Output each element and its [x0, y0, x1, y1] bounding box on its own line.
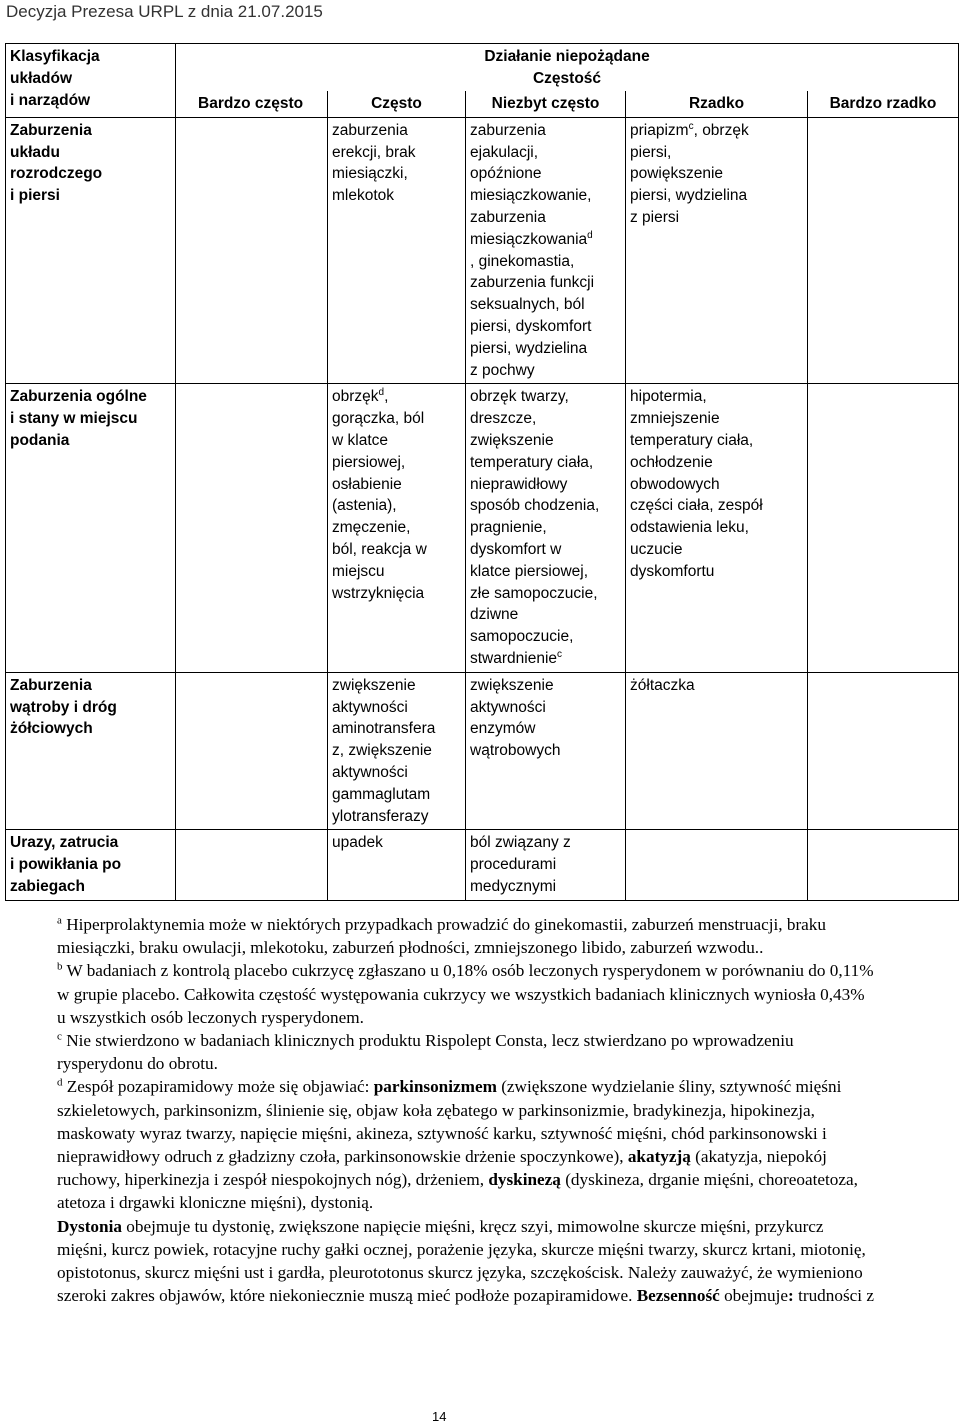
cell-text-part: zaburzenia ejakulacji, opóźnione miesiączkowanie, zaburzenia miesiączkowania	[470, 121, 592, 248]
cell-rare: żółtaczka	[626, 672, 808, 830]
cell-rare: hipotermia, zmniejszenie temperatury ciała, ochłodzenie obwodowych części ciała, zespół odstawienia leku, uczucie dyskomfortu	[626, 384, 808, 672]
footnote-mark: b	[57, 960, 63, 973]
footnote-text: W badaniach z kontrolą placebo cukrzycę zgłaszano u 0,18% osób leczonych rysperydonem w porównaniu do 0,11% w grupie placebo. Całkowita częstość występowania cukrzycy we wszystkich badaniach klinicznych wyniosła 0,43% u wszystkich osób leczonych rysperydonem.	[57, 961, 874, 1027]
cell-common: zwiększenie aktywności aminotransfera z, zwiększenie aktywności gammaglutam ylotransferazy	[328, 672, 466, 830]
footnote-bold: :	[788, 1286, 794, 1306]
footnote-mark: c	[57, 1030, 62, 1043]
cell-text-part: obrzęk twarzy, dreszcze, zwiększenie temperatury ciała, nieprawidłowy sposób chodzenia, pragnienie, dyskomfort w klatce piersiowej, złe samopoczucie, dziwne samopoczucie, stwardnienie	[470, 388, 600, 667]
footnote-ref: c	[557, 648, 563, 660]
organ-class-cell: Zaburzenia wątroby i dróg żółciowych	[6, 672, 176, 830]
cell-very-rare	[808, 830, 959, 900]
adverse-effect-title: Działanie niepożądane	[484, 48, 650, 65]
organ-class-cell: Urazy, zatrucia i powikłania po zabiegach	[6, 830, 176, 900]
cell-uncommon: zwiększenie aktywności enzymów wątrobowych	[466, 672, 626, 830]
cell-uncommon: ból związany z procedurami medycznymi	[466, 830, 626, 900]
cell-rare	[626, 117, 808, 384]
footnote-text: obejmuje tu dystonię, zwiększone napięcie mięśni, kręcz szyi, mimowolne skurcze mięśni, przykurcz mięśni, kurcz powiek, rotacyjne ruchy gałki ocznej, porażenie języka, skurcze mięśni twarzy, skurcz krtani, miotonię, opistotonus, skurcz mięśni ust i gardła, pleurototonus skurcz języka, szczękościsk. Należy zauważyć, że wymieniono szeroki zakres objawów, które niekoniecznie muszą mieć podłoże pozapiramidowe.	[57, 1216, 866, 1306]
cell-uncommon	[466, 117, 626, 384]
footnote-bold: Bezsenność	[636, 1286, 720, 1306]
cell-common: zaburzenia erekcji, brak miesiączki, mlekotok	[328, 117, 466, 384]
table-row	[6, 672, 959, 830]
freq-uncommon: Niezbyt często	[466, 91, 626, 117]
page-number: 14	[432, 1409, 447, 1424]
footnote-text: Nie stwierdzono w badaniach klinicznych produktu Rispolept Consta, lecz stwierdzano po wprowadzeniu rysperydonu do obrotu.	[57, 1031, 794, 1074]
footnote-a	[57, 913, 877, 959]
cell-uncommon	[466, 384, 626, 672]
footnote-ref: d	[587, 229, 593, 241]
cell-very-common	[176, 830, 328, 900]
dystonia-paragraph	[57, 1215, 877, 1308]
cell-very-rare	[808, 117, 959, 384]
freq-common: Często	[328, 91, 466, 117]
document-header: Decyzja Prezesa URPL z dnia 21.07.2015	[6, 2, 323, 21]
adverse-effects-table	[5, 43, 959, 901]
cell-very-common	[176, 384, 328, 672]
footnote-text: (dyskineza, drganie mięśni, choreoatetoza, atetoza i drgawki kloniczne mięśni), dystonią.	[57, 1170, 858, 1213]
cell-very-common	[176, 117, 328, 384]
footnote-text: obejmuje	[719, 1286, 789, 1306]
table-row	[6, 384, 959, 672]
freq-very-common: Bardzo często	[176, 91, 328, 117]
cell-rare	[626, 830, 808, 900]
cell-text-part: , obrzęk piersi, powiększenie piersi, wydzielina z piersi	[630, 121, 749, 226]
cell-common: upadek	[328, 830, 466, 900]
footnote-bold: Dystonia	[57, 1216, 122, 1236]
cell-text-part: , ginekomastia, zaburzenia funkcji seksualnych, ból piersi, dyskomfort piersi, wydzielina z pochwy	[470, 252, 595, 379]
footnote-ref: c	[688, 120, 694, 132]
footnote-c	[57, 1029, 877, 1075]
cell-very-rare	[808, 672, 959, 830]
cell-text-part: obrzęk	[332, 388, 379, 406]
footnote-text: Zespół pozapiramidowy może się objawiać:	[62, 1077, 374, 1097]
group-header	[176, 44, 959, 92]
table-row	[6, 117, 959, 384]
organ-class-cell: Zaburzenia układu rozrodczego i piersi	[6, 117, 176, 384]
cell-common	[328, 384, 466, 672]
footnote-bold: parkinsonizmem	[373, 1077, 497, 1097]
freq-rare: Rzadko	[626, 91, 808, 117]
footnote-mark: a	[57, 914, 62, 927]
freq-very-rare: Bardzo rzadko	[808, 91, 959, 117]
frequency-title: Częstość	[532, 69, 602, 87]
organ-class-header: Klasyfikacja układów i narządów	[6, 44, 176, 118]
footnote-ref: d	[378, 387, 385, 399]
cell-text-part: priapizm	[630, 121, 689, 139]
footnote-bold: dyskinezą	[488, 1170, 561, 1190]
cell-text-part: , gorączka, ból w klatce piersiowej, osłabienie (astenia), zmęczenie, ból, reakcja w miejscu wstrzyknięcia	[332, 388, 427, 602]
footnotes	[57, 913, 877, 1307]
footnote-text: Hiperprolaktynemia może w niektórych przypadkach prowadzić do ginekomastii, zaburzeń menstruacji, braku miesiączki, braku owulacji, mlekotoku, zaburzeń płodności, zmniejszonego libido, zaburzeń wzwodu..	[57, 915, 826, 958]
table-row	[6, 830, 959, 900]
footnote-text: trudności z	[793, 1286, 874, 1306]
footnote-b	[57, 959, 877, 1029]
footnote-bold: akatyzją	[627, 1147, 691, 1167]
footnote-text: (akatyzja, niepokój ruchowy, hiperkinezja i zespół niespokojnych nóg), drżeniem,	[57, 1147, 827, 1190]
footnote-mark: d	[57, 1076, 63, 1089]
cell-very-rare	[808, 384, 959, 672]
footnote-d	[57, 1075, 877, 1214]
footnote-text: (zwiększone wydzielanie śliny, sztywność mięśni szkieletowych, parkinsonizm, ślinienie się, objaw koła zębatego w parkinsonizmie, bradykinezja, hipokinezja, maskowaty wyraz twarzy, napięcie mięśni, akineza, sztywność karku, sztywność mięśni, chód parkinsonowski i nieprawidłowy odruch z gładzizny czoła, parkinsonowskie drżenie spoczynkowe),	[57, 1077, 842, 1167]
organ-class-cell: Zaburzenia ogólne i stany w miejscu podania	[6, 384, 176, 672]
cell-very-common	[176, 672, 328, 830]
